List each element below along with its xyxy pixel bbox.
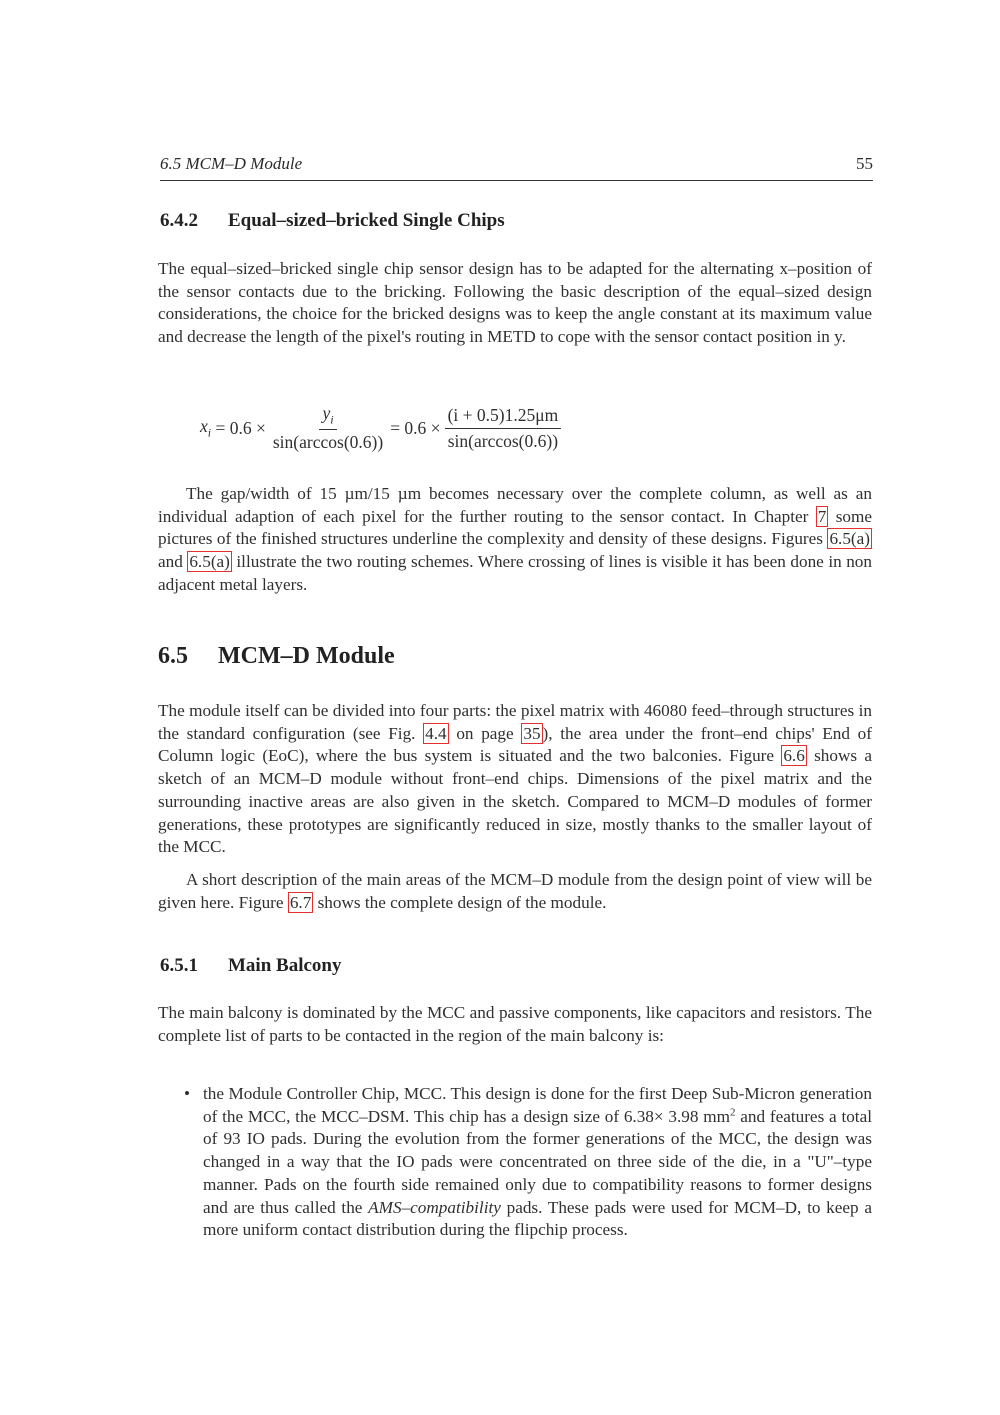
- page-number: 55: [856, 154, 873, 173]
- section-heading-6-5: [158, 643, 395, 670]
- figure-reference-link[interactable]: 6.6: [783, 746, 805, 766]
- equation-fraction-1: $\frac{y_i}{\sin(\arccos(0.6))}$: [272, 402, 384, 453]
- figure-reference-link[interactable]: 6.7: [289, 892, 312, 912]
- figure-reference-link[interactable]: 6.5(a): [189, 552, 230, 572]
- equation-operator: = 0.6 ×: [390, 417, 441, 438]
- subsection-number: 6.5.1: [160, 955, 198, 976]
- page-reference-link[interactable]: 35: [523, 723, 541, 743]
- equation: [200, 400, 565, 456]
- paragraph: The equal–sized–bricked single chip sensor design has to be adapted for the alternating x–position of the sensor contacts due to the bricking. Following the basic description of the equal–sized design considerations, the choice for the bricked designs was to keep the angle constant at its maximum value and decrease the length of the pixel's routing in METD to cope with the sensor contact position in y.: [158, 259, 872, 347]
- subsection-heading-6-5-1: [160, 955, 341, 977]
- paragraph: The gap/width of 15 µm/15 µm becomes necessary over the complete column, as well as an individual adaption of each pixel for the further routing to the sensor contact. In Chapter 7 some pictures of the finished structures underline the complexity and density of these designs. Figures 6.5(a) and 6.5(a) illustrate the two routing schemes. Where crossing of lines is visible it has been done in non adjacent metal layers.: [158, 484, 872, 594]
- list-item: • the Module Controller Chip, MCC. This design is done for the first Deep Sub-Micron generation of the MCC, the MCC–DSM. This chip has a design size of 6.38× 3.98 $mm^2$ and features a total of 93 IO pads. During the evolution from the former generations of the MCC, the design was changed in a way that the IO pads were concentrated on three side of the die, in a "U"–type manner. Pads on the fourth side remained only due to compatibility reasons to former designs and are thus called the AMS–compatibility pads. These pads were used for MCM–D, to keep a more uniform contact distribution during the flipchip process.: [184, 1084, 872, 1240]
- chapter-reference-link[interactable]: 7: [817, 506, 827, 526]
- paragraph: The main balcony is dominated by the MCC and passive components, like capacitors and resistors. The complete list of parts to be contacted in the region of the main balcony is:: [158, 1003, 872, 1045]
- figure-reference-link[interactable]: 6.5(a): [829, 529, 870, 549]
- equation-operator: = 0.6 ×: [215, 417, 266, 438]
- running-head-section: 6.5 MCM–D Module: [160, 154, 303, 173]
- section-title: MCM–D Module: [218, 643, 395, 669]
- equation-fraction-2: $\frac{(i + 0.5)1.25\mu m}{\sin(\arccos(0.6))}$: [445, 405, 562, 452]
- subsection-title: Equal–sized–bricked Single Chips: [228, 210, 505, 231]
- subsection-title: Main Balcony: [228, 955, 342, 976]
- figure-reference-link[interactable]: 4.4: [425, 723, 447, 743]
- section-number: 6.5: [158, 643, 188, 669]
- subsection-number: 6.4.2: [160, 210, 198, 231]
- bullet-icon: •: [184, 1084, 191, 1103]
- paragraph: A short description of the main areas of the MCM–D module from the design point of view will be given here. Figure 6.7 shows the complete design of the module.: [158, 870, 872, 912]
- paragraph: The module itself can be divided into four parts: the pixel matrix with 46080 feed–through structures in the standard configuration (see Fig. 4.4 on page 35 ), the area under the front–end chips' End of Column logic (EoC), where the bus system is situated and the two balconies. Figure 6.6 shows a sketch of an MCM–D module without front–end chips. Dimensions of the pixel matrix and the surrounding inactive areas are also given in the sketch. Compared to MCM–D modules of former generations, these prototypes are significantly reduced in size, mostly thanks to the smaller layout of the MCC.: [158, 701, 872, 857]
- bullet-list: [158, 1083, 872, 1242]
- running-head: [160, 152, 873, 181]
- equation-lhs: $x_i$: [200, 415, 212, 440]
- subsection-heading-6-4-2: [160, 210, 505, 232]
